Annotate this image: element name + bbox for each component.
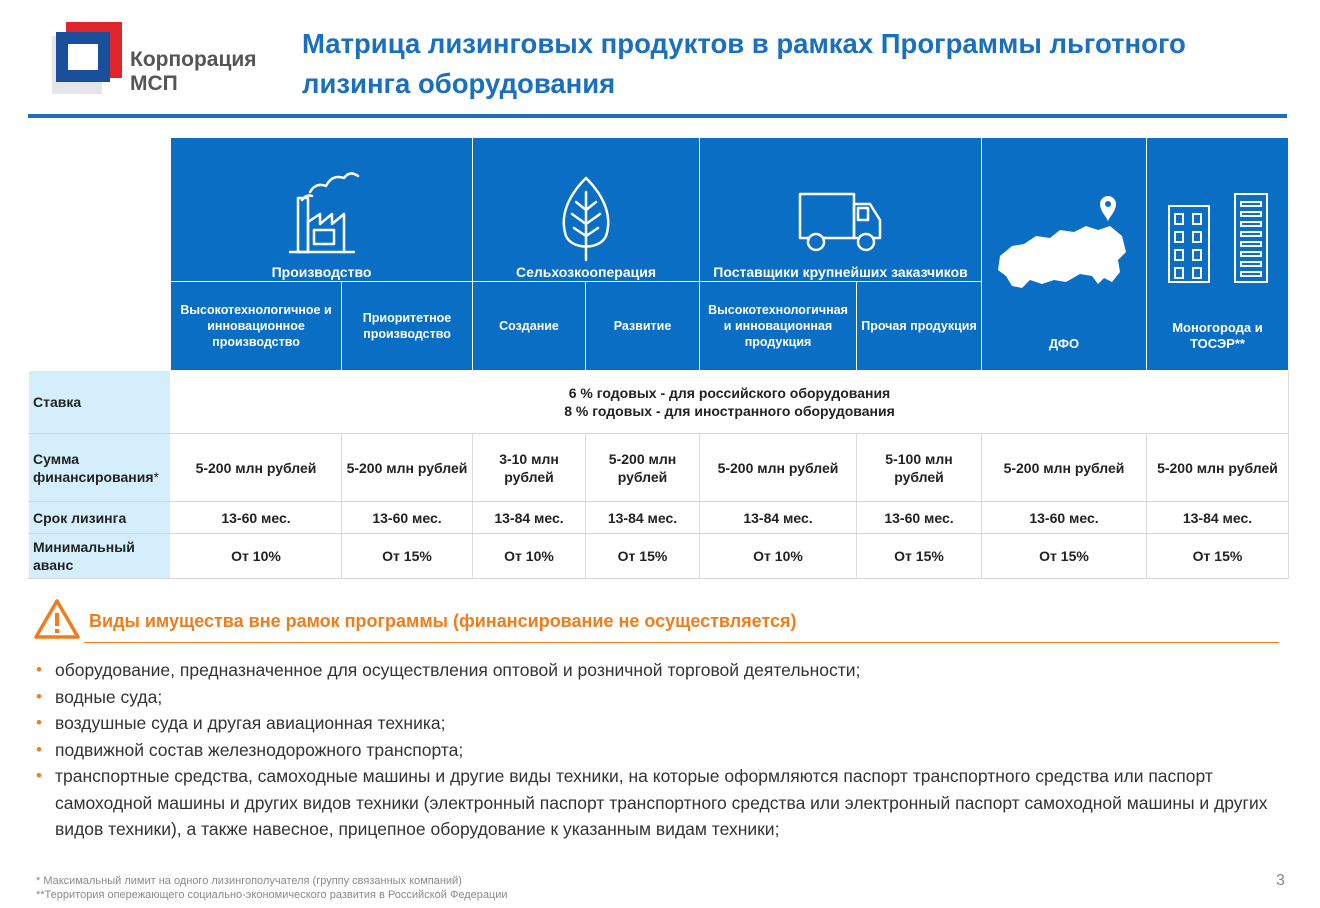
logo-line-2: МСП <box>130 72 178 95</box>
category-mono-label: Моногорода и ТОСЭР** <box>1172 320 1263 351</box>
row-label-advance: Минимальный аванс <box>29 534 171 579</box>
logo-line-1: Корпорация <box>130 48 257 71</box>
category-agri-label: Сельхозкооперация <box>515 264 657 280</box>
term-cell: 13-84 мес. <box>700 502 857 534</box>
advance-cell: От 15% <box>1147 534 1289 579</box>
term-cell: 13-84 мес. <box>473 502 586 534</box>
page-number: 3 <box>1276 872 1285 889</box>
list-item: • оборудование, предназначенное для осуществления оптовой и розничной торговой деятельности; <box>36 657 1286 684</box>
advance-cell: От 10% <box>700 534 857 579</box>
advance-cell: От 15% <box>857 534 982 579</box>
russia-map-icon <box>994 196 1134 308</box>
category-production <box>171 138 473 282</box>
table-corner <box>29 138 171 371</box>
amount-cell: 5-200 млн рублей <box>342 434 473 502</box>
row-label-amount <box>29 434 171 502</box>
amount-cell: 5-200 млн рублей <box>1147 434 1289 502</box>
term-cell: 13-60 мес. <box>171 502 342 534</box>
advance-cell: От 15% <box>982 534 1147 579</box>
row-label-rate: Ставка <box>29 371 171 434</box>
list-item: • подвижной состав железнодорожного транспорта; <box>36 737 1286 764</box>
category-suppliers <box>700 138 982 282</box>
category-agri <box>473 138 700 282</box>
term-cell: 13-60 мес. <box>982 502 1147 534</box>
list-item: • воздушные суда и другая авиационная техника; <box>36 710 1286 737</box>
advance-cell: От 15% <box>342 534 473 579</box>
subcategory-other-products: Прочая продукция <box>857 282 982 371</box>
subcategory-hightech-production: Высокотехнологичное и инновационное производство <box>171 282 342 371</box>
rate-line-foreign: 8 % годовых - для иностранного оборудования <box>564 403 895 419</box>
title-divider <box>28 114 1287 118</box>
advance-cell: От 15% <box>586 534 700 579</box>
term-cell: 13-60 мес. <box>857 502 982 534</box>
amount-cell: 5-100 млн рублей <box>857 434 982 502</box>
term-cell: 13-60 мес. <box>342 502 473 534</box>
rate-line-russian: 6 % годовых - для российского оборудования <box>568 385 891 401</box>
rate-value-cell <box>171 371 1289 434</box>
amount-cell: 5-200 млн рублей <box>171 434 342 502</box>
subcategory-development: Развитие <box>586 282 700 371</box>
footnote-1: * Максимальный лимит на одного лизингополучателя (группу связанных компаний) <box>36 875 462 887</box>
row-label-amount-text: Сумма финансирования <box>33 450 154 485</box>
amount-cell: 5-200 млн рублей <box>982 434 1147 502</box>
subcategory-priority-production: Приоритетное производство <box>342 282 473 371</box>
subcategory-creation: Создание <box>473 282 586 371</box>
footnotes <box>36 874 508 902</box>
excluded-property-title: Виды имущества вне рамок программы (финансирование не осуществляется) <box>89 611 797 631</box>
advance-cell: От 10% <box>473 534 586 579</box>
leasing-matrix-table <box>28 137 1289 579</box>
term-cell: 13-84 мес. <box>586 502 700 534</box>
category-suppliers-label: Поставщики крупнейших заказчиков <box>713 264 968 280</box>
logo-text <box>130 48 257 96</box>
buildings-icon <box>1163 190 1273 286</box>
list-item: • транспортные средства, самоходные машины и другие виды техники, на которые оформляются паспорт транспортного средства или паспорт самоходной машины и других видов техники (электронный паспорт транспортного средства или электронный паспорт самоходной машины и других видов техники), а также навесное, прицепное оборудование к указанным видам техники; <box>36 763 1286 843</box>
category-dfo-label: ДФО <box>1048 336 1080 351</box>
term-cell: 13-84 мес. <box>1147 502 1289 534</box>
category-dfo <box>982 138 1147 371</box>
leaf-icon <box>556 174 616 264</box>
amount-cell: 3-10 млн рублей <box>473 434 586 502</box>
warning-divider <box>84 642 1279 643</box>
page-title: Матрица лизинговых продуктов в рамках Программы льготного лизинга оборудования <box>302 28 1186 99</box>
advance-cell: От 10% <box>171 534 342 579</box>
truck-icon <box>796 190 886 256</box>
category-production-label: Производство <box>271 264 372 280</box>
footnote-mark: * <box>153 468 159 485</box>
amount-cell: 5-200 млн рублей <box>586 434 700 502</box>
warning-icon <box>33 598 81 640</box>
corporation-logo <box>52 22 262 94</box>
subcategory-hightech-products: Высокотехнологичная и инновационная продукция <box>700 282 857 371</box>
excluded-property-list <box>36 657 1286 843</box>
msp-logo-icon <box>52 22 122 94</box>
amount-cell: 5-200 млн рублей <box>700 434 857 502</box>
category-mono <box>1147 138 1289 371</box>
factory-icon <box>282 164 362 260</box>
row-label-term: Срок лизинга <box>29 502 171 534</box>
footnote-2: **Территория опережающего социально-экономического развития в Российской Федерации <box>36 889 508 901</box>
list-item: • водные суда; <box>36 684 1286 711</box>
